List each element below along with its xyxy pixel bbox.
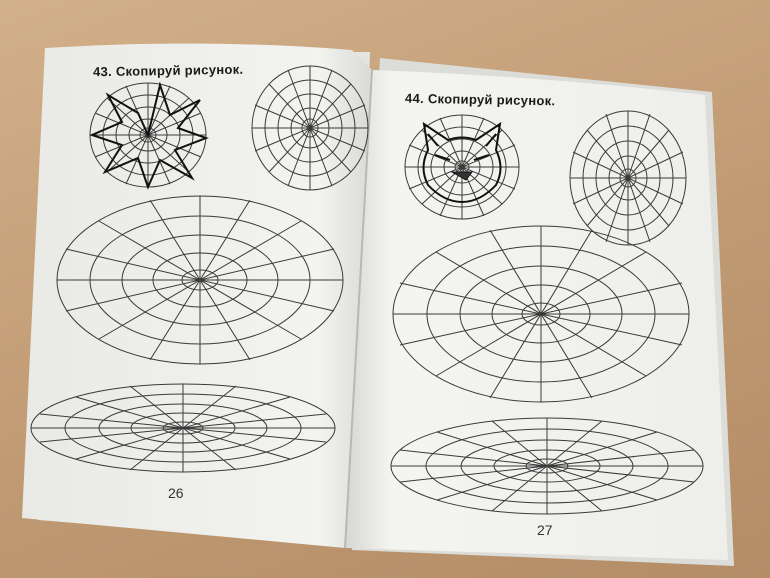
page-number-right: 27 [537,522,553,538]
polar-grid-with-star [90,83,206,187]
polar-grid-large-ellipse-right [393,226,689,402]
polar-grid-flat-ellipse-right [391,418,703,514]
polar-grid-with-cat [405,115,519,219]
polar-grid-large-ellipse [57,196,343,364]
exercise-title-43: 43. Скопируй рисунок. [92,61,244,80]
polar-grid-flat-ellipse [31,384,335,472]
polar-grid-oval-small [252,66,368,190]
exercise-title-44: 44. Скопируй рисунок. [404,90,556,109]
polar-grid-oval-right [570,111,686,245]
page-number-left: 26 [168,485,184,501]
